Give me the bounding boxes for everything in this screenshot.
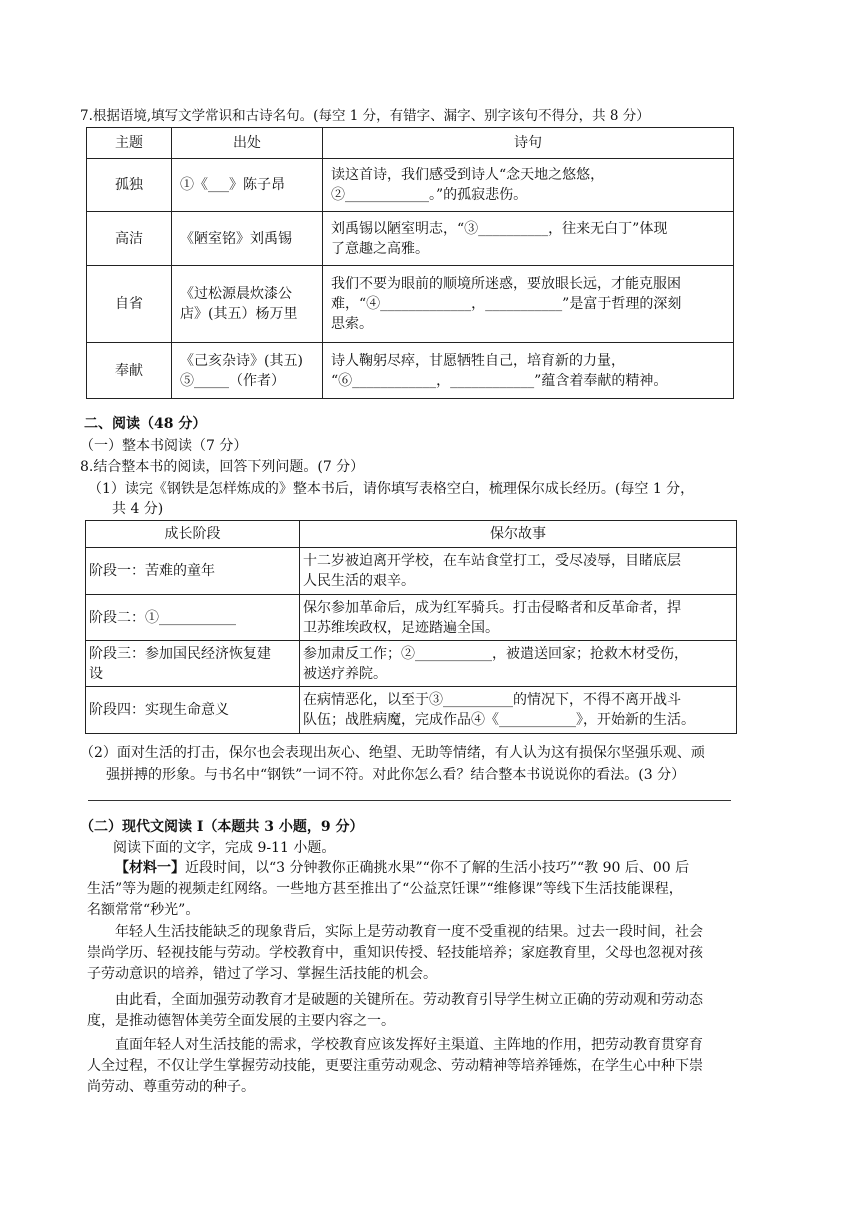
story-cell	[300, 595, 737, 641]
q8-stem: 8.结合整本书的阅读，回答下列问题。(7 分）	[80, 459, 365, 475]
para-line: 度，是推动德智体美劳全面发展的主要内容之一。	[87, 1013, 395, 1029]
theme-cell: 孤独	[87, 159, 172, 212]
subsection-title: （一）整本书阅读（7 分）	[80, 438, 248, 454]
material-1-paragraph-2	[87, 922, 730, 985]
para-line: 崇尚学历、轻视技能与劳动。学校教育中，重知识传授、轻技能培养；家庭教育里，父母也忽视对孩	[87, 945, 703, 961]
theme-cell: 高洁	[87, 212, 172, 266]
source-cell	[172, 266, 323, 343]
verse-line: 刘禹锡以陋室明志，“③__________，往来无白丁”体现	[331, 220, 668, 237]
para-line: 生活”等为题的视频走红网络。一些地方甚至推出了“公益烹饪课”“维修课”等线下生活技能课程，	[87, 881, 683, 897]
paul-growth-table	[85, 520, 737, 734]
para-line: 年轻人生活技能缺乏的现象背后，实际上是劳动教育一度不受重视的结果。过去一段时间，社会	[115, 924, 703, 940]
stage-line: 设	[89, 665, 103, 682]
source-cell	[172, 343, 323, 399]
verse-line: 难，“④_____________，___________”是富于哲理的深刻	[331, 296, 682, 312]
header-stage: 成长阶段	[86, 521, 300, 548]
material-1-paragraph-4	[87, 1035, 730, 1098]
stage-cell	[86, 641, 300, 687]
verse-line: 我们不要为眼前的顺境所迷惑，要放眼长远，才能克服困	[331, 276, 681, 292]
verse-line: 思索。	[331, 316, 373, 332]
material-1-paragraph-1	[87, 858, 730, 921]
para-line: 尚劳动、尊重劳动的种子。	[87, 1079, 255, 1095]
para-line: 子劳动意识的培养，错过了学习、掌握生活技能的机会。	[87, 966, 437, 982]
story-cell	[300, 641, 737, 687]
verse-line: 诗人鞠躬尽瘁，甘愿牺牲自己，培育新的力量，	[331, 352, 625, 369]
source-line: 店》(其五）杨万里	[180, 306, 298, 322]
verse-cell	[323, 159, 734, 212]
para-line: 人全过程，不仅让学生掌握劳动技能，更要注重劳动观念、劳动精神等培养锤炼，在学生心中种下崇	[87, 1058, 703, 1074]
story-cell	[300, 687, 737, 734]
stage-line: 阶段一：苦难的童年	[89, 563, 215, 579]
verse-line: 读这首诗，我们感受到诗人“念天地之悠悠，	[331, 167, 605, 183]
story-line: 人民生活的艰辛。	[303, 573, 415, 589]
q8-part2-line: （2）面对生活的打击，保尔也会表现出灰心、绝望、无助等情绪，有人认为这有损保尔坚强乐观、顽	[80, 745, 705, 761]
story-line: 在病情恶化，以至于③__________的情况下，不得不离开战斗	[303, 692, 681, 708]
source-cell	[172, 212, 323, 266]
story-line: 十二岁被迫离开学校，在车站食堂打工，受尽凌辱，目睹底层	[303, 553, 681, 569]
header-theme: 主题	[87, 128, 172, 159]
q7-stem: 7.根据语境,填写文学常识和古诗名句。(每空 1 分，有错字、漏字、别字该句不得分，共 8 分）	[80, 108, 650, 124]
verse-cell	[323, 266, 734, 343]
para-line: 由此看，全面加强劳动教育才是破题的关键所在。劳动教育引导学生树立正确的劳动观和劳动态	[115, 992, 703, 1008]
stage-line: 阶段二：①___________	[89, 609, 236, 626]
source-line: ⑤_____（作者）	[180, 372, 285, 389]
source-line: 《己亥杂诗》(其五)	[180, 352, 303, 369]
verse-cell	[323, 343, 734, 399]
para-line: 名额常常“秒光”。	[87, 902, 200, 918]
answer-rule	[88, 800, 731, 801]
story-line: 保尔参加革命后，成为红军骑兵。打击侵略者和反革命者，捍	[303, 599, 681, 616]
story-cell	[300, 548, 737, 595]
stage-cell	[86, 687, 300, 734]
material-1-paragraph-3	[87, 990, 730, 1032]
source-line: 《陋室铭》刘禹锡	[180, 230, 292, 247]
para-line: 直面年轻人对生活技能的需求，学校教育应该发挥好主渠道、主阵地的作用，把劳动教育贯穿育	[115, 1037, 703, 1053]
header-verse: 诗句	[323, 128, 734, 159]
modern-reading-title: （二）现代文阅读 I（本题共 3 小题，9 分）	[80, 819, 364, 835]
stage-line: 阶段三：参加国民经济恢复建	[89, 645, 271, 662]
story-line: 卫苏维埃政权，足迹踏遍全国。	[303, 619, 499, 636]
stage-line: 阶段四：实现生命意义	[89, 702, 229, 718]
header-story: 保尔故事	[300, 521, 737, 548]
story-line: 被送疗养院。	[303, 665, 387, 682]
source-line: 《过松源晨炊漆公	[180, 286, 292, 302]
header-source: 出处	[172, 128, 323, 159]
theme-cell: 奉献	[87, 343, 172, 399]
poem-table	[86, 127, 734, 399]
story-line: 参加肃反工作；②___________，被遣送回家；抢救木材受伤，	[303, 645, 688, 662]
theme-cell: 自省	[87, 266, 172, 343]
verse-line: ②____________。”的孤寂悲伤。	[331, 187, 528, 203]
stage-cell	[86, 595, 300, 641]
source-line: ①《___》陈子昂	[180, 177, 285, 193]
reading-intro: 阅读下面的文字，完成 9-11 小题。	[113, 840, 336, 856]
para-line: 近段时间，以“3 分钟教你正确挑水果”“你不了解的生活小技巧”“教 90 后、00 后	[185, 860, 690, 876]
verse-line: “⑥____________，____________”蕴含着奉献的精神。	[331, 372, 668, 389]
material-label: 【材料一】	[115, 860, 185, 876]
q8-part1-line: （1）读完《钢铁是怎样炼成的》整本书后，请你填写表格空白，梳理保尔成长经历。(每空 1 分，	[88, 481, 695, 497]
q8-part1-line: 共 4 分)	[112, 501, 164, 517]
source-cell	[172, 159, 323, 212]
verse-line: 了意趣之高雅。	[331, 240, 429, 257]
q8-part2-line: 强拼搏的形象。与书名中“钢铁”一词不符。对此你怎么看？结合整本书说说你的看法。(3 分）	[106, 767, 686, 783]
section-title: 二、阅读（48 分）	[84, 416, 207, 432]
story-line: 队伍；战胜病魔，完成作品④《___________》，开始新的生活。	[303, 712, 695, 728]
stage-cell	[86, 548, 300, 595]
verse-cell	[323, 212, 734, 266]
